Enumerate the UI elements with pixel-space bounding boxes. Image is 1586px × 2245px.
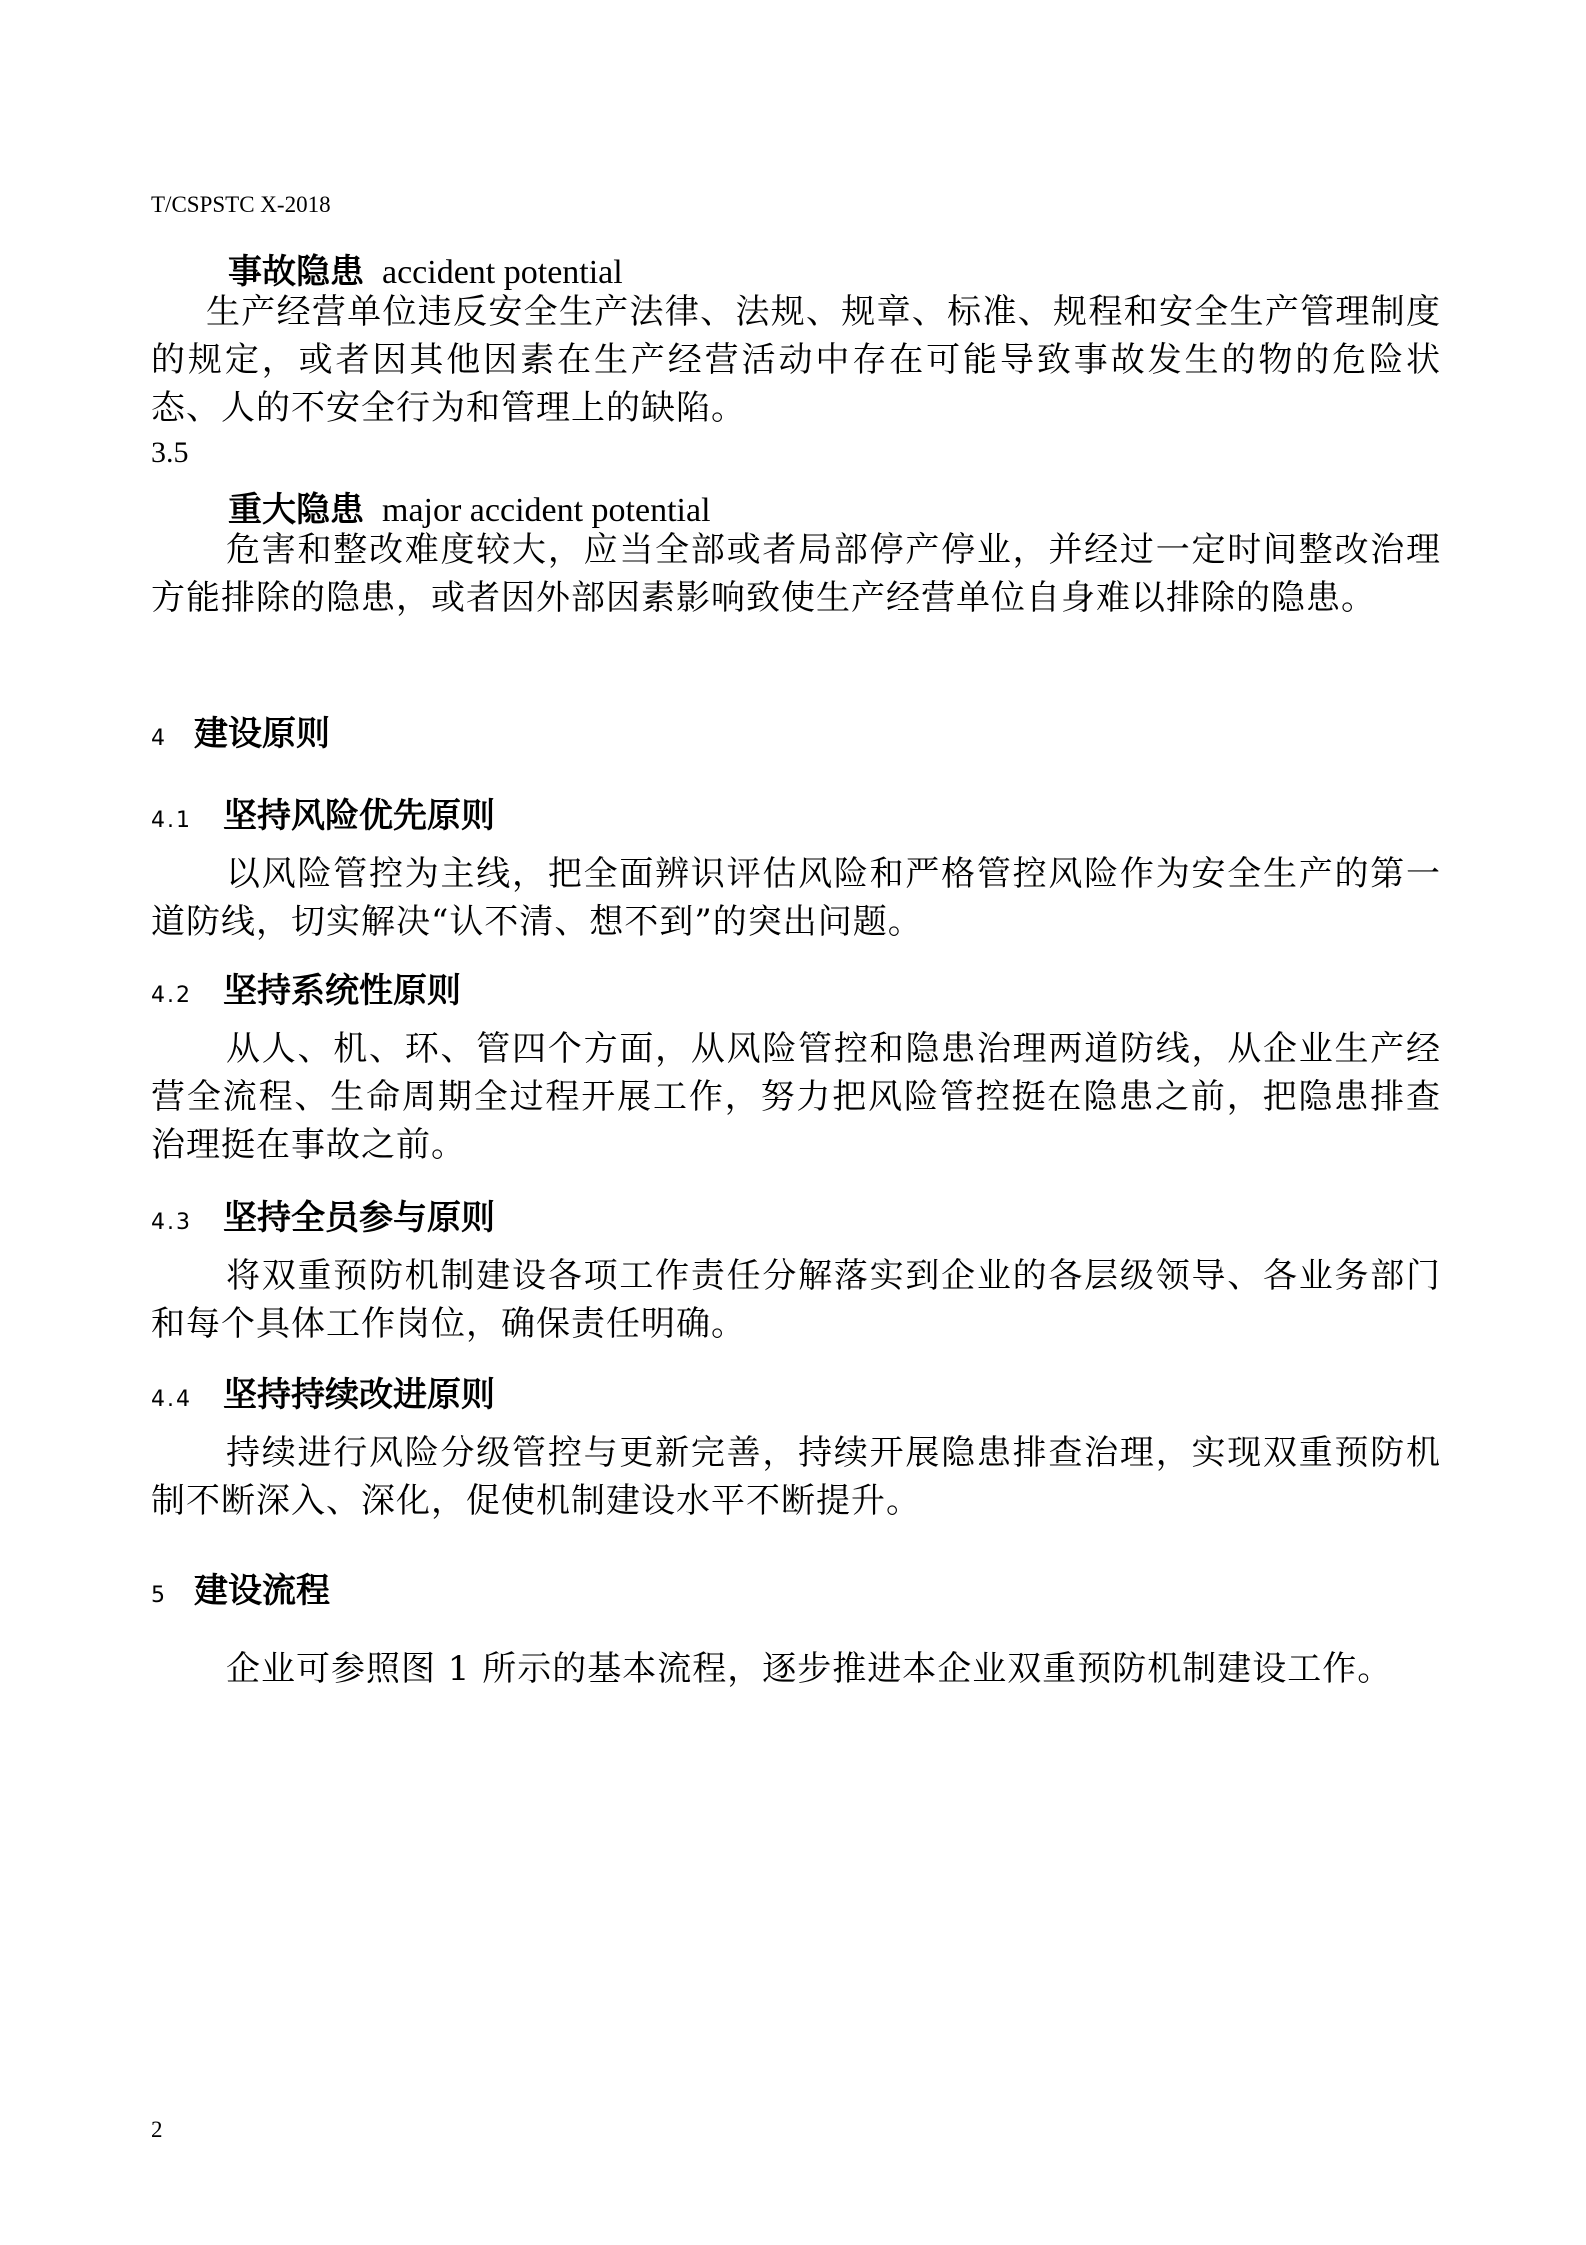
term-zh: 重大隐患 xyxy=(228,490,364,530)
subsection-title: 坚持系统性原则 xyxy=(223,971,461,1011)
document-code-header: T/CSPSTC X-2018 xyxy=(151,192,331,217)
subsection-heading xyxy=(151,788,495,837)
section-title: 建设原则 xyxy=(194,714,330,754)
section-heading xyxy=(151,706,330,755)
subsection-number: 4.1 xyxy=(151,808,192,833)
subsection-heading xyxy=(151,963,461,1012)
section-number: 5 xyxy=(151,1583,165,1608)
subsection-heading xyxy=(151,1190,495,1239)
term-en: major accident potential xyxy=(382,492,711,529)
term-en: accident potential xyxy=(382,254,623,291)
subsection-number: 4.3 xyxy=(151,1210,192,1235)
subsection-number: 4.4 xyxy=(151,1387,192,1412)
section-number: 4 xyxy=(151,726,165,751)
subsection-title: 坚持风险优先原则 xyxy=(223,796,495,836)
subsection-text: 将双重预防机制建设各项工作责任分解落实到企业的各层级领导、各业务部门和每个具体工作岗位，确保责任明确。 xyxy=(151,1256,1441,1344)
subsection-heading xyxy=(151,1367,495,1416)
subsection-text: 持续进行风险分级管控与更新完善，持续开展隐患排查治理，实现双重预防机制不断深入、深化，促使机制建设水平不断提升。 xyxy=(151,1433,1441,1521)
subsection-text: 以风险管控为主线，把全面辨识评估风险和严格管控风险作为安全生产的第一道防线，切实解决“认不清、想不到”的突出问题。 xyxy=(151,854,1441,942)
term-zh: 事故隐患 xyxy=(228,252,364,292)
section-heading xyxy=(151,1563,330,1612)
term-heading xyxy=(228,244,623,293)
subsection-title: 坚持持续改进原则 xyxy=(223,1375,495,1415)
clause-number: 3.5 xyxy=(151,436,189,469)
definition-text: 危害和整改难度较大，应当全部或者局部停产停业，并经过一定时间整改治理方能排除的隐患，或者因外部因素影响致使生产经营单位自身难以排除的隐患。 xyxy=(151,530,1441,618)
term-heading xyxy=(228,482,711,531)
subsection-title: 坚持全员参与原则 xyxy=(223,1198,495,1238)
subsection-text: 从人、机、环、管四个方面，从风险管控和隐患治理两道防线，从企业生产经营全流程、生命周期全过程开展工作，努力把风险管控挺在隐患之前，把隐患排查治理挺在事故之前。 xyxy=(151,1029,1441,1165)
definition-text: 生产经营单位违反安全生产法律、法规、规章、标准、规程和安全生产管理制度的规定，或者因其他因素在生产经营活动中存在可能导致事故发生的物的危险状态、人的不安全行为和管理上的缺陷。 xyxy=(151,292,1441,428)
section-text: 企业可参照图 1 所示的基本流程，逐步推进本企业双重预防机制建设工作。 xyxy=(226,1649,1393,1689)
section-title: 建设流程 xyxy=(194,1571,330,1611)
page-number: 2 xyxy=(151,2117,163,2142)
subsection-number: 4.2 xyxy=(151,983,192,1008)
